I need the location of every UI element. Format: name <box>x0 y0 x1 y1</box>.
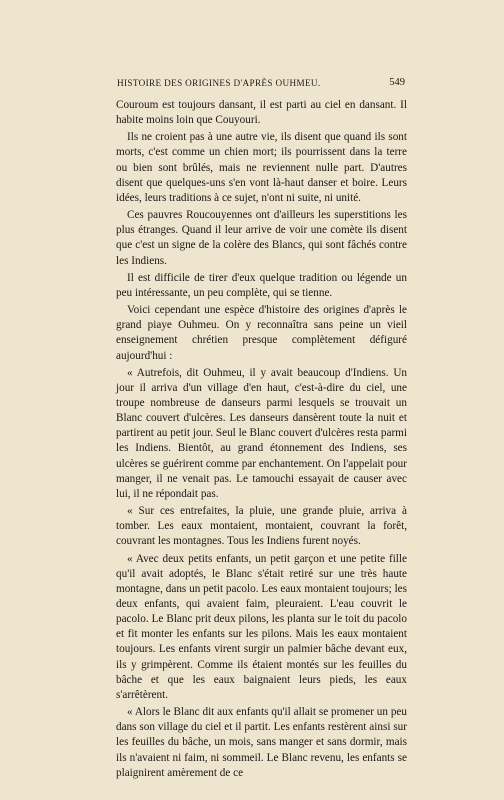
paragraph: Ils ne croient pas à une autre vie, ils disent que quand ils sont morts, c'est comme un chien mort; ils pourrissent dans la terre ou bien sont brûlés, mais ne reviennent nulle part. D'autres disent que quelques-uns s'en vont là-haut danser et boire. Leurs idées, leurs traditions à ce sujet, n'ont ni suite, ni unité. <box>116 131 407 204</box>
running-header <box>117 78 405 92</box>
paragraph: Il est difficile de tirer d'eux quelque tradition ou légende un peu intéressante, un peu complète, qui se tienne. <box>116 271 407 299</box>
paragraph-quote: « Avec deux petits enfants, un petit garçon et une petite fille qu'il avait adoptés, le Blanc s'était retiré sur une très haute montagne, dans un petit pacolo. Les eaux montaient toujours; les deux enfants, qui avaient faim, pleuraient. L'eau couvrit le pacolo. Le Blanc prit deux pilons, les planta sur le toit du pacolo et fit monter les enfants sur les pilons. Mais les eaux montaient toujours. Les enfants virent surgir un palmier bâche devant eux, ils y grimpèrent. Comme ils étaient montés sur les feuilles du bâche et que les eaux baignaient leurs pieds, les eaux s'arrêtèrent. <box>116 552 407 701</box>
page-number: 549 <box>389 77 405 88</box>
paragraph-continuation: Couroum est toujours dansant, il est parti au ciel en dansant. Il habite moins loin que Couyouri. <box>116 99 407 127</box>
paragraph-quote: « Sur ces entrefaites, la pluie, une grande pluie, arriva à tomber. Les eaux montaient, montaient, couvrant la forêt, couvrant les montagnes. Tous les Indiens furent noyés. <box>116 505 407 548</box>
paragraph-quote: « Alors le Blanc dit aux enfants qu'il allait se promener un peu dans son village du ciel et il partit. Les enfants restèrent ainsi sur les feuilles du bâche, un mois, sans manger et sans dormir, mais ils n'avaient ni faim, ni sommeil. Le Blanc revenu, les enfants se plaignirent amèrement de ce <box>116 706 407 779</box>
running-title: HISTOIRE DES ORIGINES D'APRÈS OUHMEU. <box>117 78 321 88</box>
paragraph: Ces pauvres Roucouyennes ont d'ailleurs les superstitions les plus étranges. Quand il leur arrive de voir une comète ils disent que c'est un signe de la colère des Blancs, qui sont fâchés contre les Indiens. <box>116 209 407 267</box>
paragraph-quote: « Autrefois, dit Ouhmeu, il y avait beaucoup d'Indiens. Un jour il arriva d'un village d'en haut, c'est-à-dire du ciel, une troupe nombreuse de danseurs parmi lesquels se trouvait un Blanc couvert d'ulcères. Les danseurs dansèrent toute la nuit et partirent au petit jour. Seul le Blanc couvert d'ulcères resta parmi les Indiens. Bientôt, au grand étonnement des Indiens, ses ulcères se guérirent comme par enchantement. On l'appelait pour manger, il ne venait pas. Le tamouchi essayait de causer avec lui, il ne répondait pas. <box>116 366 407 500</box>
paragraph: Voici cependant une espèce d'histoire des origines d'après le grand piaye Ouhmeu. On y reconnaîtra sans peine un vieil enseignement chrétien presque complètement défiguré aujourd'hui : <box>116 304 407 362</box>
page-body <box>116 98 407 781</box>
